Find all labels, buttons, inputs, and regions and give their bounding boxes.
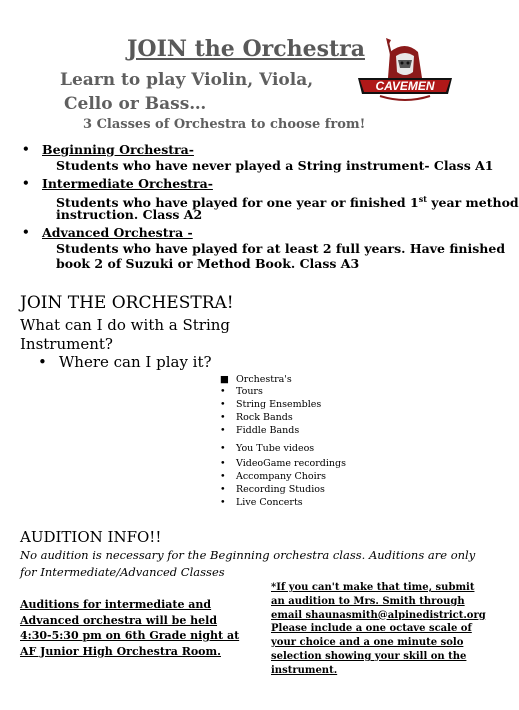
- class-title: Advanced Orchestra -: [42, 225, 193, 240]
- audition-schedule: Auditions for intermediate and Advanced orchestra will be held 4:30-5:30 pm on 6th Grade night at AF Junior High Orchestra Room.: [20, 598, 240, 658]
- question-line-1: What can I do with a String: [20, 316, 231, 334]
- bullet-icon: •: [220, 443, 226, 454]
- class-desc-line: Students who have never played a String instrument- Class A1: [56, 158, 494, 173]
- where-text: Where can I play it?: [58, 353, 212, 371]
- question-line-2: Instrument?: [20, 335, 113, 353]
- bullet-icon: •: [22, 176, 30, 190]
- bullet-icon: •: [220, 471, 226, 482]
- audition-heading: AUDITION INFO!!: [20, 528, 162, 546]
- bullet-icon: •: [220, 399, 226, 410]
- caveman-mascot-logo-icon: [350, 38, 460, 106]
- bullet-icon: •: [220, 484, 226, 495]
- subtitle-line-3: 3 Classes of Orchestra to choose from!: [83, 117, 366, 132]
- bullet-icon: •: [220, 412, 226, 423]
- class-desc-line: Students who have played for at least 2 full years. Have finished: [56, 241, 506, 256]
- class-desc-line: Students who have played for one year or finished 1st year method: [56, 194, 519, 211]
- cavemen-logo: [350, 38, 460, 106]
- logo-text: CAVEMEN: [375, 79, 435, 93]
- bullet-icon: •: [38, 353, 47, 371]
- class-title: Intermediate Orchestra-: [42, 176, 213, 191]
- where-item: [38, 353, 212, 371]
- subtitle-line-1: Learn to play Violin, Viola,: [60, 70, 314, 90]
- class-desc-line: book 2 of Suzuki or Method Book. Class A3: [56, 256, 360, 271]
- class-title: Beginning Orchestra-: [42, 142, 194, 157]
- audition-alternative: *If you can't make that time, submit an audition to Mrs. Smith through email shaunasmith@alpinedistrict.org Please include a one octave scale of your choice and a one minute solo selection showing your skill on the instrument.: [271, 582, 486, 676]
- audition-note: No audition is necessary for the Beginning orchestra class. Auditions are only for Intermediate/Advanced Classes: [20, 548, 476, 579]
- bullet-icon: •: [22, 225, 30, 239]
- join-heading: JOIN THE ORCHESTRA!: [20, 293, 234, 313]
- bullet-icon: •: [22, 142, 30, 156]
- bullet-icon: •: [220, 458, 226, 469]
- bullet-icon: •: [220, 425, 226, 436]
- bullet-icon: •: [220, 497, 226, 508]
- bullet-icon: •: [220, 386, 226, 397]
- subtitle-line-2: Cello or Bass…: [64, 94, 207, 114]
- page-title: JOIN the Orchestra: [127, 36, 365, 62]
- square-bullet-icon: ■: [220, 374, 229, 385]
- class-desc-line: instruction. Class A2: [56, 207, 203, 222]
